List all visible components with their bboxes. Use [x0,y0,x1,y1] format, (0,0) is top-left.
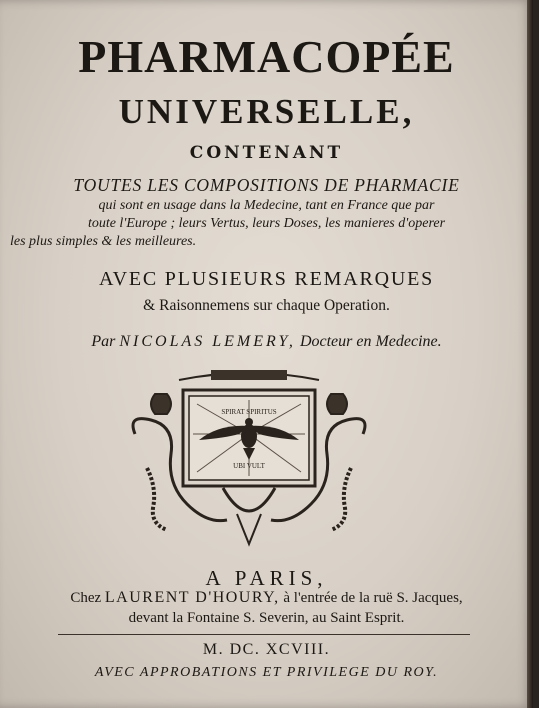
printer-name: LAURENT D'HOURY, [104,589,280,606]
printer-address-1: à l'entrée de la ruë S. Jacques, [283,590,463,606]
subtitle-line-2: qui sont en usage dans la Medecine, tant en France que par [98,198,435,213]
author-line [0,333,533,351]
title-main: PHARMACOPÉE [78,31,455,82]
imprint-city: A PARIS, [205,566,328,590]
imprint-printer-line [0,589,533,607]
left-garland [147,468,167,530]
raisonnemens-line: & Raisonnemens sur chaque Operation. [143,297,390,314]
vignette-motto-top: SPIRAT SPIRITUS [221,408,277,416]
subtitle-line-3: toute l'Europe ; leurs Vertus, leurs Doses, les manieres d'operer [87,216,446,231]
vignette-crest [211,370,287,380]
printers-vignette [127,364,371,560]
right-urn-icon [327,394,347,414]
vignette-motto-bottom: UBI VULT [233,462,265,470]
printer-address-2: devant la Fontaine S. Severin, au Saint Esprit. [128,610,405,626]
author-name: NICOLAS LEMERY, [119,333,296,350]
left-urn-icon [151,394,171,414]
remarques-line: AVEC PLUSIEURS REMARQUES [98,268,435,290]
imprint-year: M. DC. XCVIII. [202,641,331,658]
subtitle-line-4: les plus simples & les meilleures. [10,234,197,249]
contenant-line: CONTENANT [189,143,344,163]
imprint-privilege: AVEC APPROBATIONS ET PRIVILEGE DU ROY. [94,665,439,680]
vignette-pendant [223,488,275,511]
right-garland [331,468,351,530]
imprint-rule [58,634,470,635]
printer-chez: Chez [70,590,102,606]
title-second: UNIVERSELLE, [118,92,415,131]
subtitle-line-1: TOUTES LES COMPOSITIONS DE PHARMACIE [73,175,460,195]
author-title: Docteur en Medecine. [299,333,442,350]
author-par: Par [91,333,116,350]
